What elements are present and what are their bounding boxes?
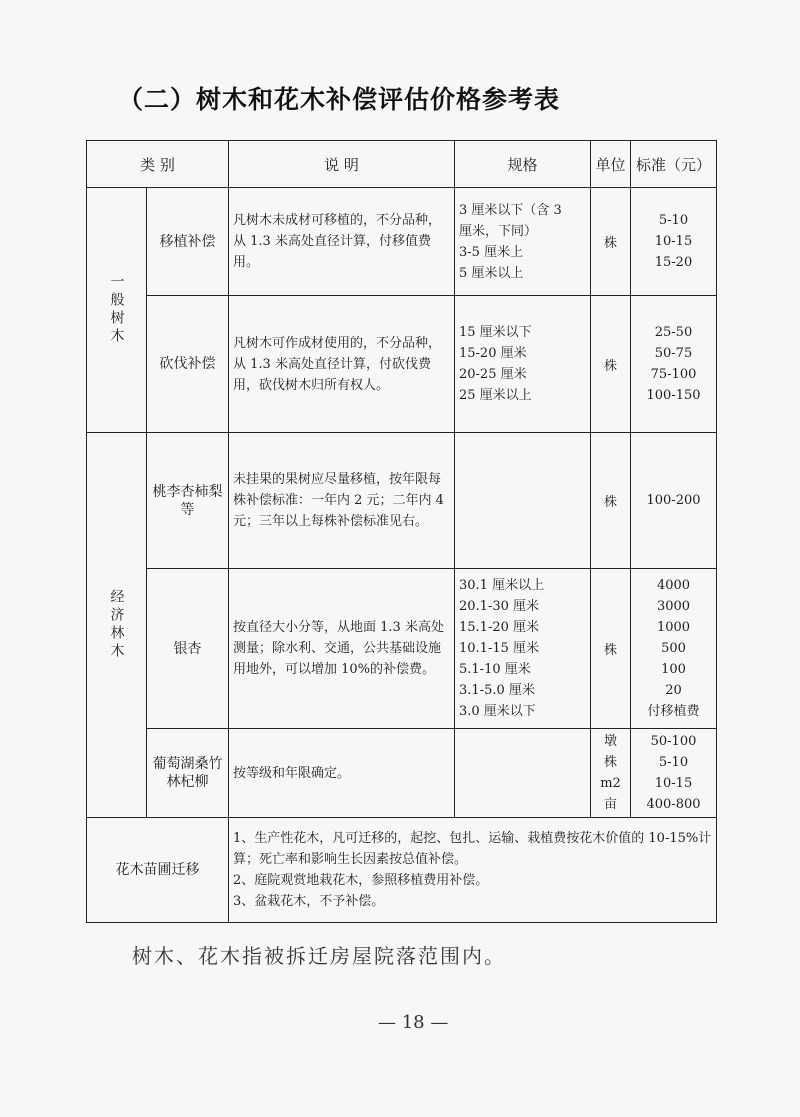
flowers-line: 2、庭院观赏地栽花木，参照移植费用补偿。 <box>233 873 489 888</box>
row-unit <box>591 729 631 818</box>
footnote: 树木、花木指被拆迁房屋院落范围内。 <box>132 944 506 968</box>
row-standard <box>631 569 717 729</box>
flowers-line: 3、盆栽花木，不予补偿。 <box>233 894 385 909</box>
group-label: 经济林木 <box>108 589 125 661</box>
table-row <box>87 188 717 296</box>
group-economic-trees <box>87 433 147 818</box>
compensation-table <box>86 140 717 923</box>
spec-line: 3.0 厘米以下 <box>459 704 536 719</box>
header-category: 类 别 <box>87 141 229 188</box>
spec-line: 15 厘米以下 <box>459 325 532 340</box>
spec-line: 5.1-10 厘米 <box>459 662 531 677</box>
std-line: 5-10 <box>658 755 689 770</box>
std-line: 付移植费 <box>647 704 700 719</box>
spec-line: 20-25 厘米 <box>459 367 527 382</box>
row-standard <box>631 729 717 818</box>
std-line: 400-800 <box>646 797 701 812</box>
spec-line: 20.1-30 厘米 <box>459 599 540 614</box>
std-line: 1000 <box>656 620 691 635</box>
page-title: （二）树木和花木补偿评估价格参考表 <box>118 85 561 114</box>
std-line: 4000 <box>656 578 691 593</box>
flowers-line: 1、生产性花木，凡可迁移的，起挖、包扎、运输、栽植费按花木价值的 10-15%计算；死亡率和影响生长因素按总值补偿。 <box>233 831 712 867</box>
row-standard <box>631 296 717 433</box>
spec-line: 25 厘米以上 <box>459 388 532 403</box>
spec-line: 3.1-5.0 厘米 <box>459 683 535 698</box>
flowers-category: 花木苗圃迁移 <box>87 818 229 923</box>
row-spec <box>455 729 591 818</box>
std-line: 20 <box>665 683 682 698</box>
std-line: 10-15 <box>654 234 693 249</box>
spec-line: 3-5 厘米上 <box>459 244 524 260</box>
spec-line: 15.1-20 厘米 <box>459 620 540 635</box>
spec-line: 30.1 厘米以上 <box>459 578 545 593</box>
unit-line: 亩 <box>603 797 617 812</box>
row-subcategory: 银杏 <box>147 569 229 729</box>
flowers-description <box>229 818 717 923</box>
std-line: 100 <box>661 662 686 677</box>
group-general-trees <box>87 188 147 433</box>
spec-line: 3 厘米以下（含 3 <box>459 202 562 218</box>
std-line: 3000 <box>656 599 691 614</box>
row-unit: 株 <box>591 569 631 729</box>
page-number: — 18 — <box>378 1012 449 1033</box>
std-line: 5-10 <box>658 213 689 228</box>
row-spec <box>455 569 591 729</box>
header-spec: 规格 <box>455 141 591 188</box>
row-description: 按直径大小分等，从地面 1.3 米高处测量；除水利、交通，公共基础设施用地外，可以增加 10%的补偿费。 <box>229 569 455 729</box>
spec-line: 厘米，下同） <box>459 223 538 239</box>
row-spec <box>455 188 591 296</box>
unit-line: m2 <box>600 776 621 791</box>
row-subcategory: 桃李杏柿梨等 <box>147 433 229 569</box>
row-unit: 株 <box>591 188 631 296</box>
table-row <box>87 569 717 729</box>
table-row <box>87 296 717 433</box>
std-line: 15-20 <box>654 255 693 270</box>
std-line: 25-50 <box>654 325 693 340</box>
header-description: 说 明 <box>229 141 455 188</box>
row-unit: 株 <box>591 296 631 433</box>
std-line: 50-100 <box>650 734 697 749</box>
std-line: 50-75 <box>654 346 693 361</box>
spec-line: 15-20 厘米 <box>459 346 527 361</box>
row-standard <box>631 433 717 569</box>
row-description: 凡树木未成材可移植的，不分品种，从 1.3 米高处直径计算，付移值费用。 <box>229 188 455 296</box>
row-description: 未挂果的果树应尽量移植，按年限每株补偿标准：一年内 2 元；二年内 4 元；三年以上每株补偿标准见右。 <box>229 433 455 569</box>
row-standard <box>631 188 717 296</box>
row-description: 凡树木可作成材使用的，不分品种，从 1.3 米高处直径计算，付砍伐费用，砍伐树木归所有权人。 <box>229 296 455 433</box>
unit-line: 墩 <box>603 734 617 749</box>
row-unit: 株 <box>591 433 631 569</box>
spec-line: 10.1-15 厘米 <box>459 641 540 656</box>
row-subcategory: 移植补偿 <box>147 188 229 296</box>
row-spec <box>455 433 591 569</box>
header-standard: 标准（元） <box>631 141 717 188</box>
std-line: 75-100 <box>650 367 697 382</box>
table-header-row <box>87 141 717 188</box>
table-row <box>87 818 717 923</box>
std-line: 500 <box>661 641 686 656</box>
row-spec <box>455 296 591 433</box>
table-row <box>87 729 717 818</box>
row-description: 按等级和年限确定。 <box>229 729 455 818</box>
unit-line: 株 <box>603 755 617 770</box>
std-line: 100-150 <box>646 388 701 403</box>
group-label: 一般树木 <box>108 274 125 346</box>
row-subcategory: 葡萄湖桑竹林杞柳 <box>147 729 229 818</box>
header-unit: 单位 <box>591 141 631 188</box>
row-subcategory: 砍伐补偿 <box>147 296 229 433</box>
std-line: 100-200 <box>646 493 701 508</box>
spec-line: 5 厘米以上 <box>459 265 524 281</box>
std-line: 10-15 <box>654 776 693 791</box>
table-row <box>87 433 717 569</box>
